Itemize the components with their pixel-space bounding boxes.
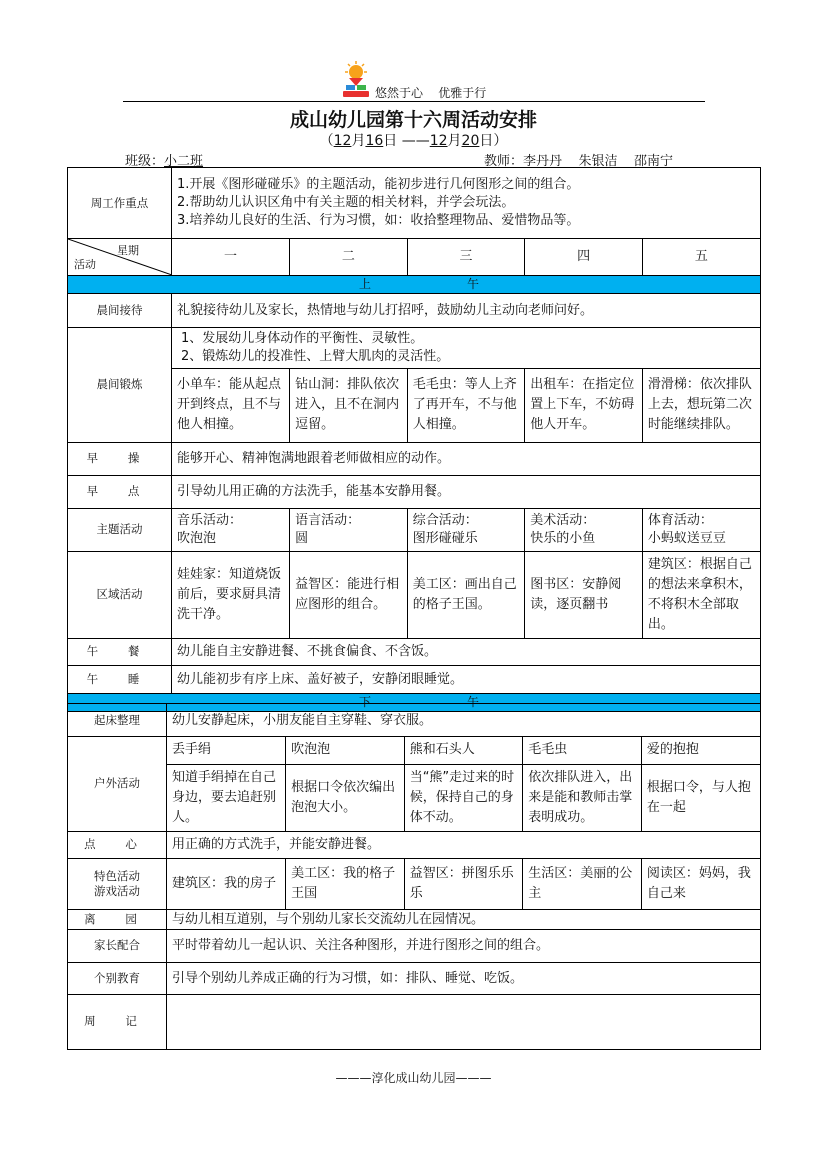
- wake-row: [68, 704, 761, 737]
- focus-row: [68, 168, 761, 239]
- outdoor-game-thu: 毛毛虫: [523, 737, 642, 764]
- special-fri: 阅读区：妈妈，我自己来: [641, 859, 760, 909]
- exercise-thu: 出租车：在指定位置上下车，不妨碍他人开车。: [525, 369, 643, 442]
- area-row: [68, 551, 761, 638]
- theme-label: 主题活动: [68, 508, 172, 551]
- morning-section-band: 上 午: [68, 276, 761, 294]
- morning-section-row: [68, 276, 761, 294]
- special-row: [68, 858, 761, 909]
- lunch-row: [68, 638, 761, 665]
- date-range: （12月16日 ——12月20日）: [319, 133, 508, 149]
- footer: ———淳化成山幼儿园———: [335, 1071, 492, 1085]
- theme-wed: 综合活动： 图形碰碰乐: [407, 509, 525, 551]
- weekday-mon: 一: [172, 239, 290, 275]
- outdoor-rule-wed: 当“熊”走过来的时候，保持自己的身体不动。: [404, 764, 523, 831]
- area-mon: 娃娃家：知道烧饭前后，要求厨具清洗干净。: [172, 552, 290, 638]
- focus-line: 1.开展《图形碰碰乐》的主题活动，能初步进行几何图形之间的组合。: [177, 177, 580, 192]
- outdoor-rule-fri: 根据口令，与人抱在一起: [641, 764, 760, 831]
- lunch-text: 幼儿能自主安静进餐、不挑食偏食、不含饭。: [172, 638, 761, 665]
- outdoor-games: [167, 737, 760, 831]
- outdoor-label: 户外活动: [68, 737, 167, 832]
- corner-weekday-label: 星期: [117, 244, 139, 257]
- schedule-table: [67, 167, 761, 712]
- weekday-thu: 四: [525, 239, 643, 275]
- snack-row: [68, 475, 761, 508]
- area-days: [172, 552, 760, 638]
- corner-activity-label: 活动: [74, 258, 96, 271]
- afternoon-snack-label: 点 心: [68, 831, 167, 858]
- special-tue: 美工区：我的格子王国: [286, 859, 405, 909]
- focus-line: 2.帮助幼儿认识区角中有关主题的相关材料，并学会玩法。: [177, 195, 515, 210]
- drill-row: [68, 442, 761, 475]
- special-thu: 生活区：美丽的公主: [523, 859, 642, 909]
- outdoor-row: [68, 737, 761, 832]
- wake-text: 幼儿安静起床，小朋友能自主穿鞋、穿衣服。: [167, 704, 761, 737]
- snack-label: 早 点: [68, 475, 172, 508]
- focus-label: 周工作重点: [68, 168, 172, 239]
- area-tue: 益智区：能进行相应图形的组合。: [290, 552, 408, 638]
- nap-label: 午 睡: [68, 665, 172, 693]
- notes-text: [167, 994, 761, 1049]
- individual-label: 个别教育: [68, 962, 167, 994]
- outdoor-game-fri: 爱的抱抱: [641, 737, 760, 764]
- area-wed: 美工区：画出自己的格子王国。: [407, 552, 525, 638]
- afternoon-snack-row: [68, 831, 761, 858]
- theme-fri: 体育活动： 小蚂蚁送豆豆: [642, 509, 760, 551]
- focus-line: 3.培养幼儿良好的生活、行为习惯，如：收拾整理物品、爱惜物品等。: [177, 213, 580, 228]
- theme-mon: 音乐活动： 吹泡泡: [172, 509, 290, 551]
- lunch-label: 午 餐: [68, 638, 172, 665]
- parents-label: 家长配合: [68, 929, 167, 962]
- exercise-wed: 毛毛虫：等人上齐了再开车，不与他人相撞。: [407, 369, 525, 442]
- weekday-header-row: [68, 239, 761, 276]
- header-divider: [123, 101, 705, 102]
- outdoor-rule-thu: 依次排队进入，出来是能和教师击掌表明成功。: [523, 764, 642, 831]
- afternoon-table: [67, 703, 761, 1050]
- teacher-info: 教师：李丹丹 朱银洁 邵南宁: [484, 154, 674, 169]
- individual-row: [68, 962, 761, 994]
- class-info: 班级：小二班: [125, 154, 204, 169]
- outdoor-rule-tue: 根据口令依次编出泡泡大小。: [286, 764, 405, 831]
- diagonal-header-cell: [68, 239, 172, 276]
- leave-text: 与幼儿相互道别，与个别幼儿家长交流幼儿在园情况。: [167, 909, 761, 929]
- drill-text: 能够开心、精神饱满地跟着老师做相应的动作。: [172, 442, 761, 475]
- drill-label: 早 操: [68, 442, 172, 475]
- notes-label: 周 记: [68, 994, 167, 1049]
- reception-text: 礼貌接待幼儿及家长，热情地与幼儿打招呼，鼓励幼儿主动向老师问好。: [172, 294, 761, 328]
- area-thu: 图书区：安静阅读，逐页翻书: [525, 552, 643, 638]
- page-title: 成山幼儿园第十六周活动安排: [289, 109, 537, 131]
- reception-row: [68, 294, 761, 328]
- weekday-header: [172, 239, 760, 275]
- leave-row: [68, 909, 761, 929]
- exercise-row: [68, 328, 761, 443]
- nap-row: [68, 665, 761, 693]
- parents-row: [68, 929, 761, 962]
- outdoor-rule-mon: 知道手绢掉在自己身边，要去追赶别人。: [167, 764, 286, 831]
- weekday-fri: 五: [642, 239, 760, 275]
- notes-row: [68, 994, 761, 1049]
- nap-text: 幼儿能初步有序上床、盖好被子，安静闭眼睡觉。: [172, 665, 761, 693]
- parents-text: 平时带着幼儿一起认识、关注各种图形，并进行图形之间的组合。: [167, 929, 761, 962]
- weekday-tue: 二: [290, 239, 408, 275]
- afternoon-snack-text: 用正确的方式洗手，并能安静进餐。: [167, 831, 761, 858]
- theme-thu: 美术活动： 快乐的小鱼: [525, 509, 643, 551]
- theme-row: [68, 508, 761, 551]
- kindergarten-logo: [340, 60, 372, 100]
- exercise-label: 晨间锻炼: [68, 328, 172, 443]
- focus-content: [172, 168, 761, 239]
- special-label: 特色活动 游戏活动: [68, 858, 167, 909]
- exercise-days: [172, 368, 760, 442]
- exercise-goal: 2、锻炼幼儿的投准性、上臂大肌肉的灵活性。: [181, 349, 450, 364]
- outdoor-game-tue: 吹泡泡: [286, 737, 405, 764]
- exercise-goals: [172, 328, 760, 368]
- theme-days: [172, 509, 760, 551]
- outdoor-game-mon: 丢手绢: [167, 737, 286, 764]
- special-wed: 益智区：拼图乐乐乐: [404, 859, 523, 909]
- exercise-goal: 1、发展幼儿身体动作的平衡性、灵敏性。: [181, 331, 424, 346]
- area-label: 区域活动: [68, 551, 172, 638]
- wake-label: 起床整理: [68, 704, 167, 737]
- exercise-fri: 滑滑梯：依次排队上去，想玩第二次时能继续排队。: [642, 369, 760, 442]
- theme-tue: 语言活动： 圆: [290, 509, 408, 551]
- special-days: [167, 859, 760, 909]
- reception-label: 晨间接待: [68, 294, 172, 328]
- weekday-wed: 三: [407, 239, 525, 275]
- area-fri: 建筑区：根据自己的想法来拿积木，不将积木全部取出。: [642, 552, 760, 638]
- afternoon-section-band: 下 午: [68, 693, 761, 711]
- exercise-mon: 小单车：能从起点开到终点，且不与他人相撞。: [172, 369, 290, 442]
- leave-label: 离 园: [68, 909, 167, 929]
- outdoor-game-wed: 熊和石头人: [404, 737, 523, 764]
- exercise-tue: 钻山洞：排队依次进入，且不在洞内逗留。: [290, 369, 408, 442]
- special-mon: 建筑区：我的房子: [167, 859, 286, 909]
- individual-text: 引导个别幼儿养成正确的行为习惯，如：排队、睡觉、吃饭。: [167, 962, 761, 994]
- motto: 悠然于心 优雅于行: [375, 86, 487, 100]
- snack-text: 引导幼儿用正确的方法洗手，能基本安静用餐。: [172, 475, 761, 508]
